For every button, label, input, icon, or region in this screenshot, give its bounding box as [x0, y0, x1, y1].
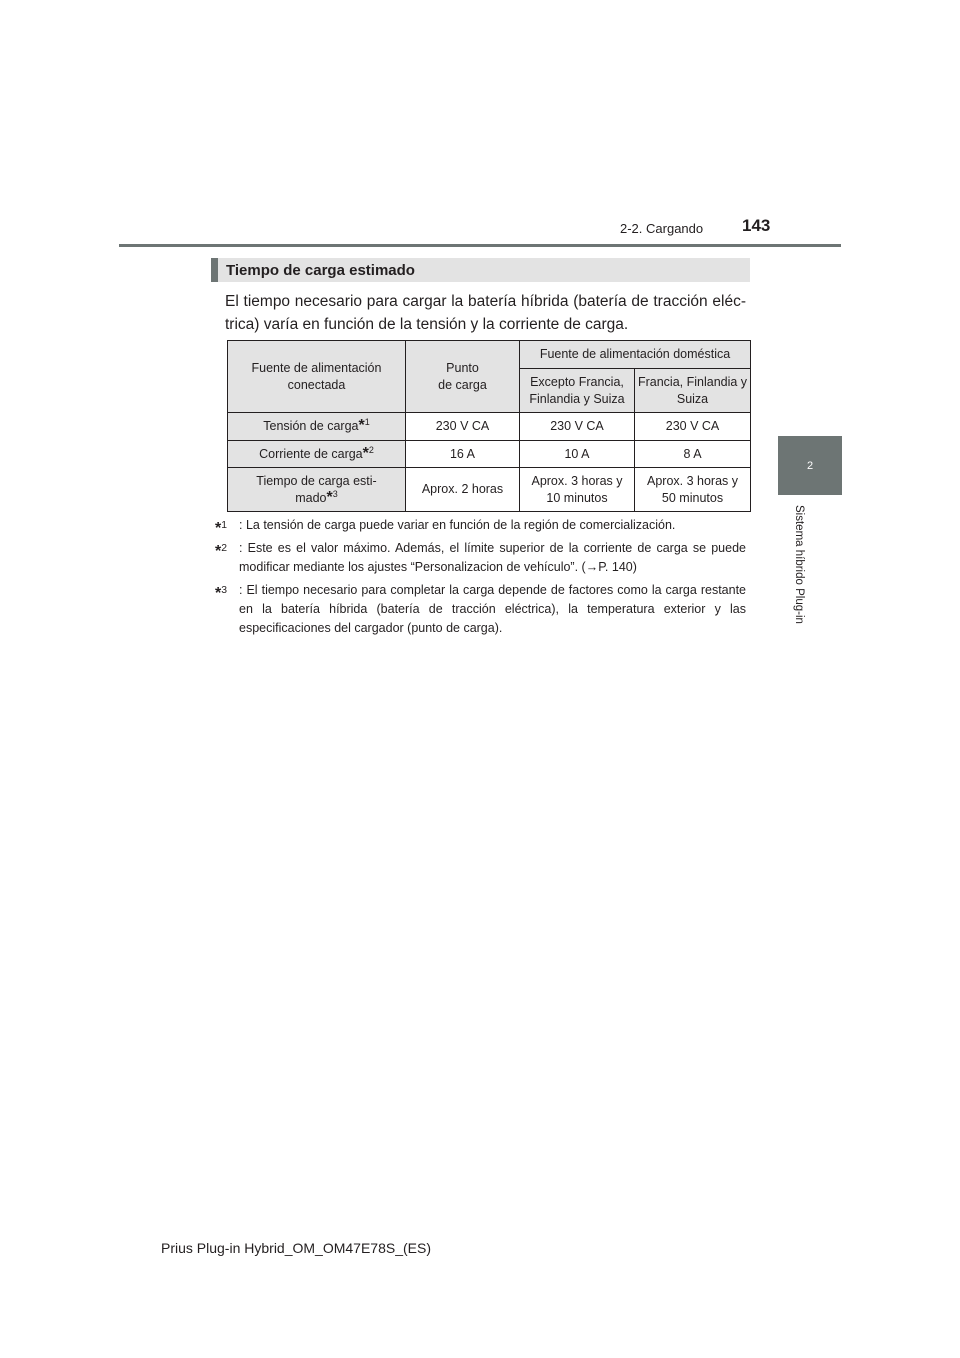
footnote: *$^1$ : La tensión de carga puede variar en función de la región de comercialización.	[215, 518, 676, 538]
row-label: Tensión de carga*$^1$	[228, 413, 406, 441]
table-cell: 8 A	[635, 441, 751, 468]
table-row	[228, 468, 751, 512]
heading-bar	[211, 258, 218, 282]
page-number: 143	[742, 216, 771, 235]
table-cell: 10 A	[520, 441, 635, 468]
table-cell: Aprox. 2 horas	[406, 468, 520, 512]
intro-paragraph: El tiempo necesario para cargar la batería híbrida (batería de tracción eléc- trica) varía en función de la tensión y la corriente de carga.	[225, 293, 746, 333]
table-cell: Aprox. 3 horas y 10 minutos	[520, 468, 635, 512]
chapter-number: 2	[806, 459, 814, 472]
footnote: *$^2$ : Este es el valor máximo. Además, el límite superior de la corriente de carga se puede modificar mediante los ajustes “Personalizacion de vehículo”. (→P. 140)	[215, 541, 746, 574]
header-power-source: Fuente de alimentación conectada	[228, 341, 406, 413]
header-section-title: 2-2. Cargando	[620, 221, 704, 236]
row-label: Corriente de carga*$^2$	[228, 441, 406, 468]
header-countries: Francia, Finlandia y Suiza	[635, 369, 751, 413]
chapter-title: Sistema híbrido Plug-in	[793, 505, 805, 624]
table-row	[228, 441, 751, 468]
chapter-tab	[778, 436, 842, 495]
table-cell: 230 V CA	[406, 413, 520, 441]
header-domestic-source: Fuente de alimentación doméstica	[520, 341, 751, 369]
table-cell: 230 V CA	[635, 413, 751, 441]
row-label: Tiempo de carga esti- mado*$^3$	[228, 468, 406, 512]
table-row	[228, 413, 751, 441]
section-heading	[211, 258, 750, 282]
table-cell: 230 V CA	[520, 413, 635, 441]
footnotes	[215, 516, 746, 642]
footer-document-id: Prius Plug-in Hybrid_OM_OM47E78S_(ES)	[161, 1240, 431, 1256]
section-heading-label: Tiempo de carga estimado	[226, 261, 415, 279]
header-divider	[119, 244, 841, 247]
header-except-countries: Excepto Francia, Finlandia y Suiza	[520, 369, 635, 413]
header-charge-point: Punto de carga	[406, 341, 520, 413]
table-cell: 16 A	[406, 441, 520, 468]
charging-time-table	[227, 340, 751, 512]
table-cell: Aprox. 3 horas y 50 minutos	[635, 468, 751, 512]
footnote: *$^3$ : El tiempo necesario para completar la carga depende de factores como la carga restante en la batería híbrida (batería de tracción eléctrica), la temperatura exterior y las especificaciones del cargador (punto de carga).	[215, 583, 746, 635]
